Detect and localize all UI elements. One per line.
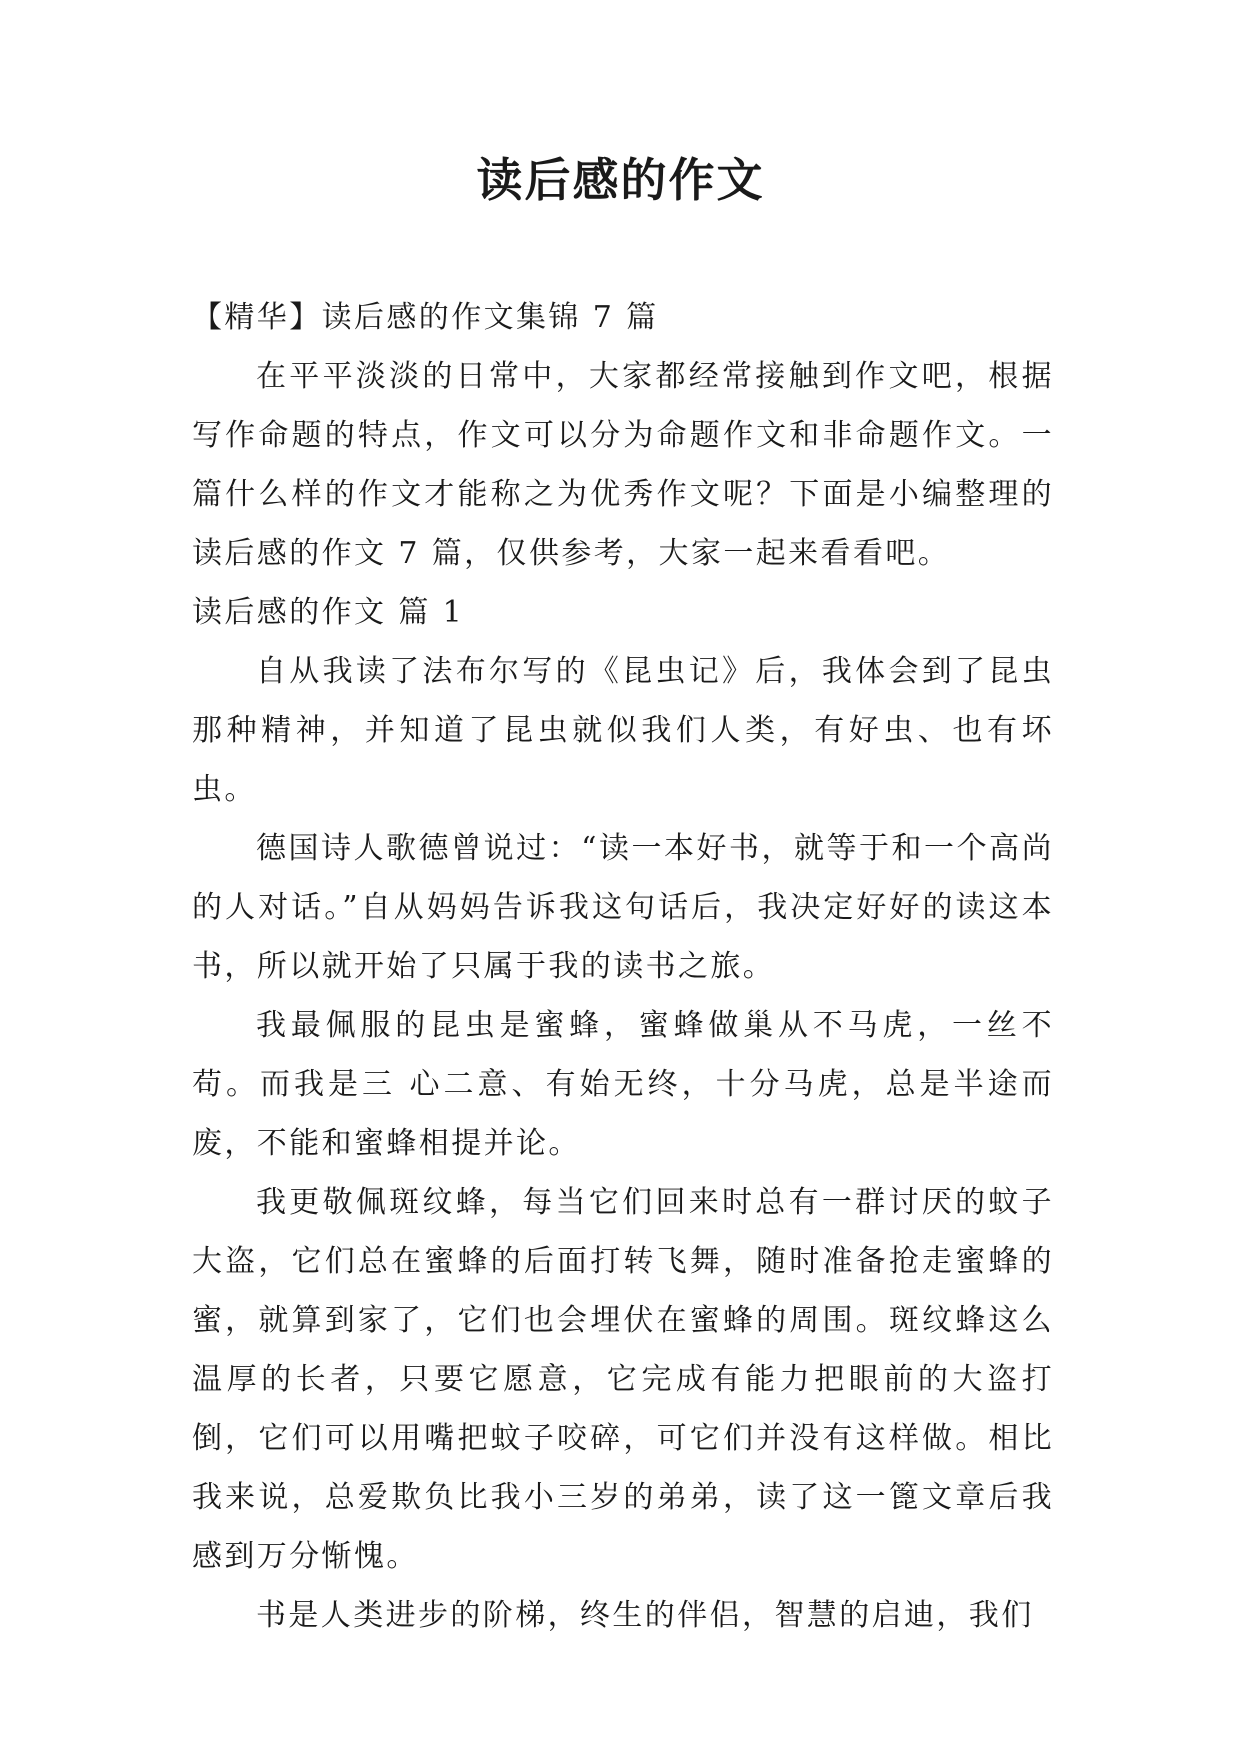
document-body <box>192 288 1054 1645</box>
intro-heading: 【精华】读后感的作文集锦 7 篇 <box>192 300 659 335</box>
intro-paragraph: 在平平淡淡的日常中，大家都经常接触到作文吧，根据写作命题的特点，作文可以分为命题作文和非命题作文。一篇什么样的作文才能称之为优秀作文呢？下面是小编整理的读后感的作文 7 篇，仅供参考，大家一起来看看吧。 <box>192 359 1054 571</box>
body-paragraph: 自从我读了法布尔写的《昆虫记》后，我体会到了昆虫那种精神，并知道了昆虫就似我们人类，有好虫、也有坏虫。 <box>192 654 1054 807</box>
section-heading: 读后感的作文 篇 1 <box>192 595 465 630</box>
body-paragraph: 我更敬佩斑纹蜂，每当它们回来时总有一群讨厌的蚊子大盗，它们总在蜜蜂的后面打转飞舞，随时准备抢走蜜蜂的蜜，就算到家了，它们也会埋伏在蜜蜂的周围。斑纹蜂这么温厚的长者，只要它愿意，它完成有能力把眼前的大盗打倒，它们可以用嘴把蚊子咬碎，可它们并没有这样做。相比我来说，总爱欺负比我小三岁的弟弟，读了这一篦文章后我感到万分惭愧。 <box>192 1185 1054 1574</box>
document-title: 读后感的作文 <box>476 153 765 207</box>
body-paragraph: 德国诗人歌德曾说过：“读一本好书，就等于和一个高尚的人对话。”自从妈妈告诉我这句话后，我决定好好的读这本书，所以就开始了只属于我的读书之旅。 <box>192 831 1054 984</box>
body-paragraph: 我最佩服的昆虫是蜜蜂，蜜蜂做巢从不马虎，一丝不苟。而我是三 心二意、有始无终，十分马虎，总是半途而废，不能和蜜蜂相提并论。 <box>192 1008 1054 1161</box>
body-paragraph: 书是人类进步的阶梯，终生的伴侣，智慧的启迪，我们 <box>256 1598 1034 1633</box>
